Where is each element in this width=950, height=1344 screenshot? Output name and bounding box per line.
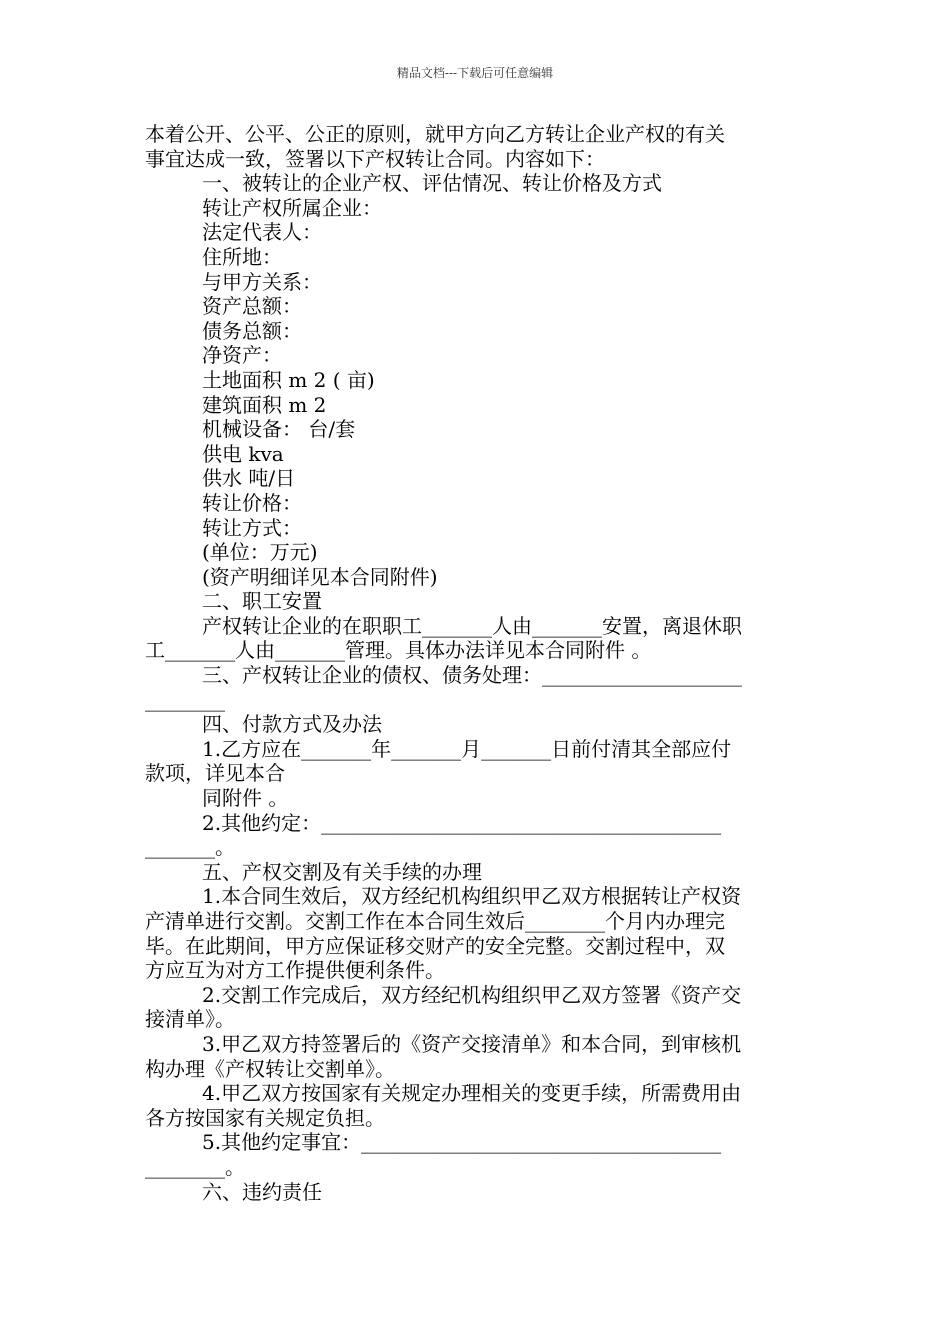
text-line: 1.本合同生效后，双方经纪机构组织甲乙双方根据转让产权资 — [202, 884, 742, 909]
text-line: 方应互为对方工作提供便利条件。 — [145, 958, 445, 983]
text-line: 毕。在此期间，甲方应保证移交财产的安全完整。交割过程中，双 — [145, 933, 725, 958]
text-line: 3.甲乙双方持签署后的《资产交接清单》和本合同，到审核机 — [202, 1031, 742, 1056]
text-line: 工_______人由_______管理。具体办法详见本合同附件 。 — [145, 638, 652, 663]
text-line: 5.其他约定事宜：____________________________________ — [202, 1130, 722, 1155]
text-line: ________ — [145, 687, 225, 712]
page-header: 精品文档---下载后可任意编辑 — [396, 66, 554, 80]
text-line: _______。 — [145, 835, 235, 860]
text-line: 六、违约责任 — [202, 1179, 322, 1204]
text-line: 接清单》。 — [145, 1007, 235, 1032]
text-line: 住所地： — [202, 244, 282, 269]
text-line: 转让价格： — [202, 490, 302, 515]
text-line: 4.甲乙双方按国家有关规定办理相关的变更手续，所需费用由 — [202, 1081, 742, 1106]
text-line: 三、产权转让企业的债权、债务处理：____________________ — [202, 663, 742, 688]
text-line: (资产明细详见本合同附件) — [202, 564, 438, 589]
text-line: 各方按国家有关规定负担。 — [145, 1105, 385, 1130]
text-line: 与甲方关系： — [202, 269, 322, 294]
text-line: 构办理《产权转让交割单》。 — [145, 1056, 395, 1081]
text-line: ________。 — [145, 1154, 245, 1179]
text-line: 四、付款方式及办法 — [202, 712, 382, 737]
text-line: 净资产： — [202, 343, 282, 368]
text-line: 2.其他约定：________________________________________ — [202, 810, 722, 835]
text-line: 二、职工安置 — [202, 589, 322, 614]
text-line: 机械设备： 台/套 — [202, 417, 356, 442]
text-line: 五、产权交割及有关手续的办理 — [202, 859, 482, 884]
text-line: (单位：万元) — [202, 540, 318, 565]
text-line: 供电 kva — [202, 441, 284, 466]
text-line: 转让方式： — [202, 515, 302, 540]
text-line: 土地面积 m 2 ( 亩) — [202, 367, 375, 392]
text-line: 2.交割工作完成后，双方经纪机构组织甲乙双方签署《资产交 — [202, 982, 742, 1007]
text-line: 事宜达成一致，签署以下产权转让合同。内容如下： — [145, 146, 605, 171]
text-line: 一、被转让的企业产权、评估情况、转让价格及方式 — [202, 171, 662, 196]
text-line: 产清单进行交割。交割工作在本合同生效后________个月内办理完 — [145, 909, 725, 933]
text-line: 同附件 。 — [202, 786, 289, 811]
text-line: 供水 吨/日 — [202, 466, 296, 491]
text-line: 产权转让企业的在职职工_______人由_______安置，离退休职 — [202, 613, 742, 638]
text-line: 1.乙方应在_______年_______月_______日前付清其全部应付 — [202, 736, 732, 761]
text-line: 债务总额： — [202, 318, 302, 343]
text-line: 建筑面积 m 2 — [202, 392, 327, 417]
text-line: 法定代表人： — [202, 220, 322, 245]
text-line: 本着公开、公平、公正的原则，就甲方向乙方转让企业产权的有关 — [145, 122, 725, 146]
text-line: 资产总额： — [202, 294, 302, 319]
document-body — [145, 122, 807, 1204]
text-line: 转让产权所属企业： — [202, 195, 382, 220]
text-line: 款项，详见本合 — [145, 761, 285, 786]
